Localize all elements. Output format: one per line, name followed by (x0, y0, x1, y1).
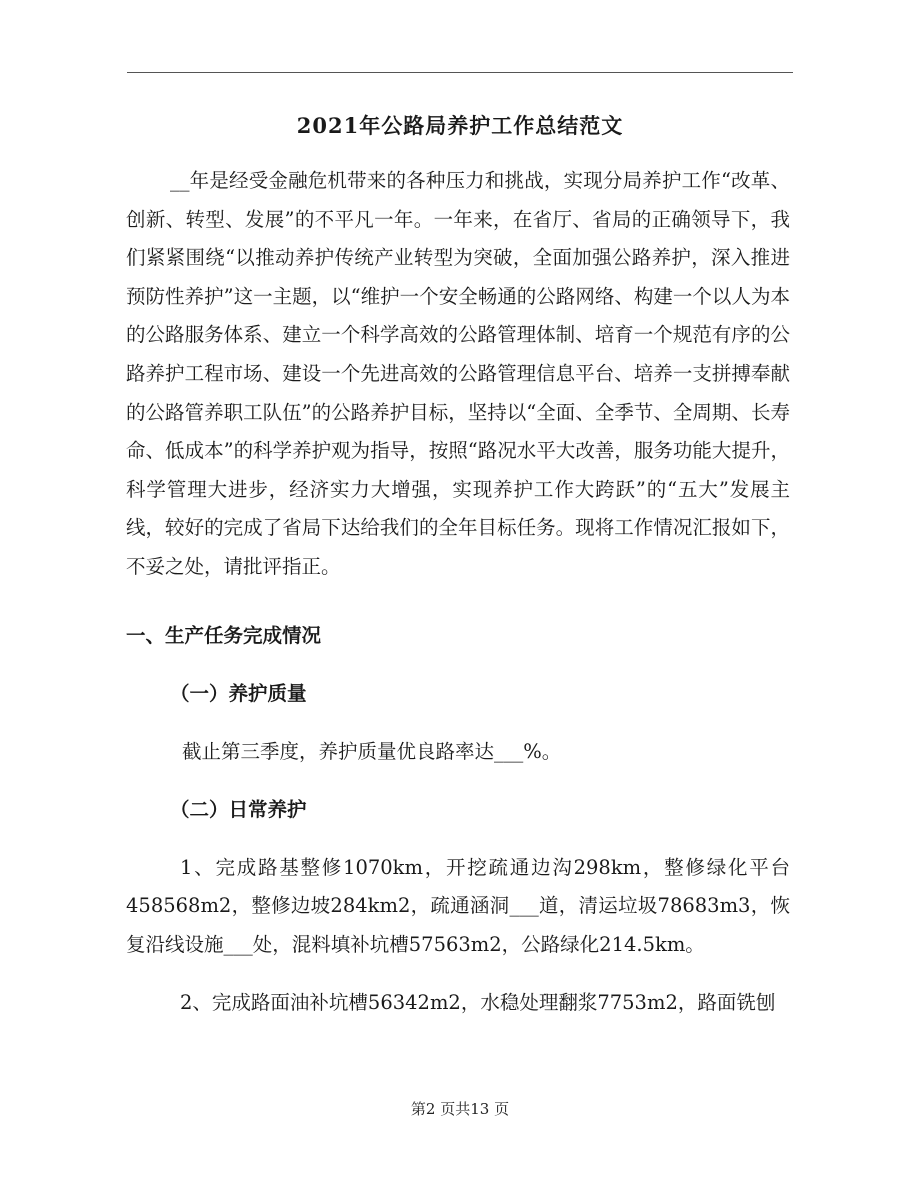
subsection-heading-quality: （一）养护质量 (170, 681, 307, 705)
page-number: 第2 页共13 页 (410, 1100, 510, 1118)
intro-paragraph: __年是经受金融危机带来的各种压力和挑战，实现分局养护工作“改革、创新、转型、发展”的不平凡一年。一年来，在省厅、省局的正确领导下，我们紧紧围绕“以推动养护传统产业转型为突破，全面加强公路养护，深入推进预防性养护”这一主题，以“维护一个安全畅通的公路网络、构建一个以人为本的公路服务体系、建立一个科学高效的公路管理体制、培育一个规范有序的公路养护工程市场、建设一个先进高效的公路管理信息平台、培养一支拼搏奉献的公路管养职工队伍”的公路养护目标，坚持以“全面、全季节、全周期、长寿命、低成本”的科学养护观为指导，按照“路况水平大改善，服务功能大提升，科学管理大进步，经济实力大增强，实现养护工作大跨跃”的“五大”发展主线，较好的完成了省局下达给我们的全年目标任务。现将工作情况汇报如下，不妥之处，请批评指正。 (126, 169, 790, 578)
document-body (126, 162, 790, 1023)
routine-item-1: 1、完成路基整修1070km，开挖疏通边沟298km，整修绿化平台458568m2，整修边坡284km2，疏通涵洞___道，清运垃圾78683m3，恢复沿线设施___处，混料填补坑槽57563m2，公路绿化214.5km。 (126, 855, 790, 956)
quality-text: 截止第三季度，养护质量优良路率达___%。 (182, 739, 562, 763)
document-title: 2021年公路局养护工作总结范文 (296, 113, 624, 138)
subsection-heading-routine: （二）日常养护 (170, 797, 307, 821)
routine-item-2: 2、完成路面油补坑槽56342m2，水稳处理翻浆7753m2，路面铣刨 (180, 991, 776, 1015)
header-rule (127, 72, 793, 73)
section-heading-production: 一、生产任务完成情况 (126, 623, 322, 647)
